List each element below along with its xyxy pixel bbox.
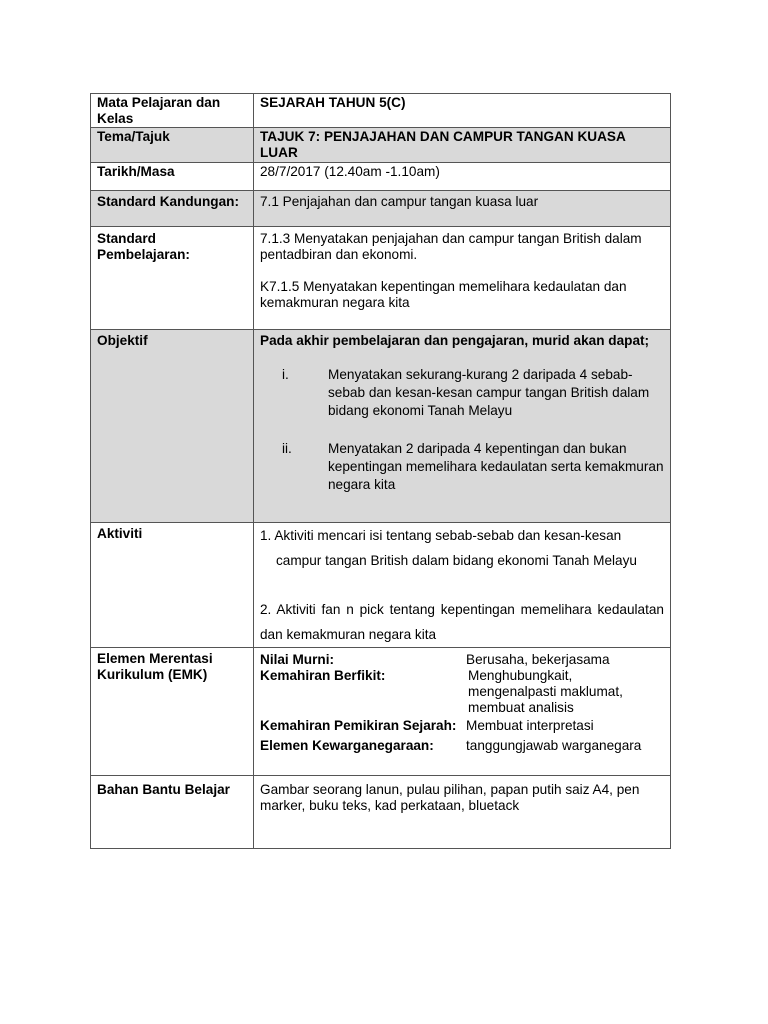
objective-item-number: ii. [282,441,292,456]
activity-value [254,523,671,648]
learning-standard-value [254,227,671,330]
emk-grid [260,652,664,754]
objective-item [260,440,664,494]
activity-row [91,523,671,648]
emk-sejarah-value: Membuat interpretasi [466,718,594,733]
learning-standard-line-2: K7.1.5 Menyatakan kepentingan memelihara kedaulatan dan kemakmuran negara kita [260,279,627,310]
date-value: 28/7/2017 (12.40am -1.10am) [254,163,671,191]
activity-item-1-line-2: campur tangan British dalam bidang ekonomi Tanah Melayu [276,553,637,568]
emk-nilai-value: Berusaha, bekerjasama [466,652,610,667]
materials-label: Bahan Bantu Belajar [91,776,254,849]
emk-nilai-key: Nilai Murni: [260,652,335,667]
content-standard-row [91,191,671,227]
lesson-plan-table [90,93,671,849]
activity-label: Aktiviti [91,523,254,648]
objective-label: Objektif [91,330,254,523]
objective-list [260,366,664,494]
topic-label: Tema/Tajuk [91,128,254,163]
subject-row [91,94,671,128]
content-standard-value: 7.1 Penjajahan dan campur tangan kuasa luar [254,191,671,227]
emk-warga-key: Elemen Kewarganegaraan: [260,738,434,753]
emk-value [254,648,671,776]
objective-item-number: i. [282,367,289,382]
emk-label: Elemen Merentasi Kurikulum (EMK) [91,648,254,776]
objective-item [260,366,664,420]
subject-value: SEJARAH TAHUN 5(C) [254,94,671,128]
learning-standard-line-1: 7.1.3 Menyatakan penjajahan dan campur tangan British dalam pentadbiran dan ekonomi. [260,231,642,262]
activity-item-2: 2. Aktiviti fan n pick tentang kepentingan memelihara kedaulatan dan kemakmuran negara kita [260,602,664,642]
materials-value: Gambar seorang lanun, pulau pilihan, papan putih saiz A4, pen marker, buku teks, kad perkataan, bluetack [254,776,671,849]
emk-row [91,648,671,776]
objective-intro: Pada akhir pembelajaran dan pengajaran, murid akan dapat; [260,333,650,348]
emk-berfikir-key: Kemahiran Berfikit: [260,668,386,683]
emk-warga-value: tanggungjawab warganegara [466,738,642,753]
objective-row [91,330,671,523]
objective-item-text: Menyatakan 2 daripada 4 kepentingan dan bukan kepentingan memelihara kedaulatan serta kemakmuran negara kita [328,441,664,492]
learning-standard-row [91,227,671,330]
subject-label: Mata Pelajaran dan Kelas [91,94,254,128]
materials-row [91,776,671,849]
content-standard-label: Standard Kandungan: [91,191,254,227]
activity-item-1-line-1: 1. Aktiviti mencari isi tentang sebab-sebab dan kesan-kesan [260,528,622,543]
date-row [91,163,671,191]
objective-value [254,330,671,523]
emk-berfikir-value: Menghubungkait, mengenalpasti maklumat, membuat analisis [468,668,623,715]
topic-row [91,128,671,163]
topic-value: TAJUK 7: PENJAJAHAN DAN CAMPUR TANGAN KUASA LUAR [254,128,671,163]
emk-sejarah-key: Kemahiran Pemikiran Sejarah: [260,718,457,733]
learning-standard-label: Standard Pembelajaran: [91,227,254,330]
objective-item-text: Menyatakan sekurang-kurang 2 daripada 4 sebab-sebab dan kesan-kesan campur tangan British dalam bidang ekonomi Tanah Melayu [328,367,650,418]
date-label: Tarikh/Masa [91,163,254,191]
